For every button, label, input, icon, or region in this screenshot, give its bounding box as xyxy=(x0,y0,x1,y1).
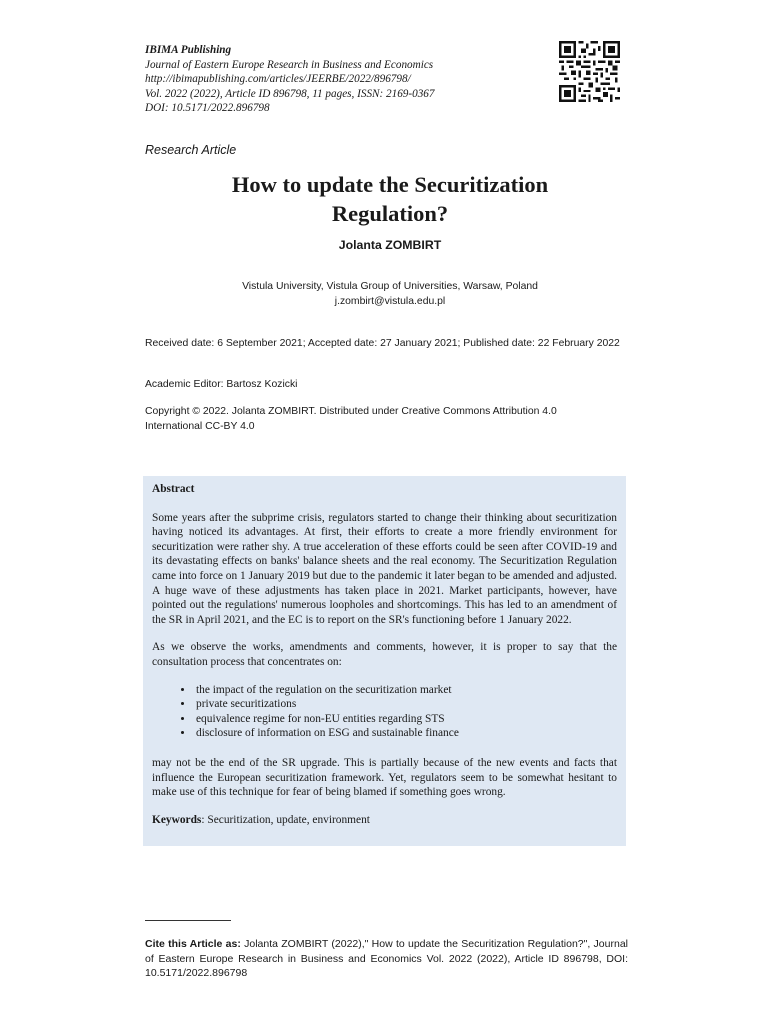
citation-label: Cite this Article as: xyxy=(145,938,241,950)
abstract-heading: Abstract xyxy=(152,483,195,495)
list-item: • private securitizations xyxy=(194,697,617,712)
paper-title xyxy=(145,170,635,228)
affiliation: Vistula University, Vistula Group of Universities, Warsaw, Poland xyxy=(242,281,538,292)
article-url[interactable]: http://ibimapublishing.com/articles/JEERBE/2022/896798/ xyxy=(145,73,411,86)
volume-info: Vol. 2022 (2022), Article ID 896798, 11 pages, ISSN: 2169-0367 xyxy=(145,87,435,100)
journal-header xyxy=(145,43,435,116)
author-email[interactable]: j.zombirt@vistula.edu.pl xyxy=(334,296,446,307)
abstract-paragraph-1: Some years after the subprime crisis, regulators started to change their thinking about securitization having noticed its advantages. At first, their efforts to create a more friendly environment for securitization were rather shy. A true acceleration of these efforts could be seen after COVID-19 and its devastating effects on banks' balance sheets and the real economy. The Securitization Regulation came into force on 1 January 2019 but due to the pandemic it later began to be amended and adjusted. A huge wave of these adjustments has taken place in 2021. Market participants, however, have pointed out the regulations' numerous loopholes and shortcomings. This has led to an amendment of the SR in April 2021, and the EC is to report on the SR's functioning before 1 January 2022. xyxy=(152,511,617,626)
abstract-paragraph-2: As we observe the works, amendments and comments, however, it is proper to say that the consultation process that concentrates on: xyxy=(152,641,617,668)
publisher-name: IBIMA Publishing xyxy=(145,44,232,56)
list-item: • the impact of the regulation on the securitization market xyxy=(194,683,617,698)
footnote-divider xyxy=(145,920,231,921)
article-type: Research Article xyxy=(145,143,237,157)
keywords xyxy=(152,813,617,828)
affiliation-block xyxy=(145,279,635,309)
abstract-box xyxy=(143,476,626,846)
journal-name: Journal of Eastern Europe Research in Business and Economics xyxy=(145,58,434,71)
list-item: • disclosure of information on ESG and sustainable finance xyxy=(194,726,617,741)
keywords-list: : Securitization, update, environment xyxy=(201,813,370,826)
list-item: • equivalence regime for non-EU entities regarding STS xyxy=(194,712,617,727)
copyright-notice: Copyright © 2022. Jolanta ZOMBIRT. Distributed under Creative Commons Attribution 4.0 International CC-BY 4.0 xyxy=(145,406,557,432)
title-line-2: Regulation? xyxy=(331,201,449,226)
author-name: Jolanta ZOMBIRT xyxy=(338,238,442,252)
qr-code-icon xyxy=(559,41,620,102)
publication-dates: Received date: 6 September 2021; Accepted date: 27 January 2021; Published date: 22 February 2022 xyxy=(145,338,620,349)
citation xyxy=(145,937,628,981)
academic-editor: Academic Editor: Bartosz Kozicki xyxy=(145,379,298,390)
abstract-bullet-list xyxy=(152,683,617,741)
abstract-paragraph-3: may not be the end of the SR upgrade. This is partially because of the new events and facts that influence the European securitization framework. Yet, regulators seem to be somewhat hesitant to make use of this technique for fear of being blamed if something goes wrong. xyxy=(152,756,617,799)
title-line-1: How to update the Securitization xyxy=(231,172,549,197)
keywords-label: Keywords xyxy=(152,813,202,826)
citation-text: Jolanta ZOMBIRT (2022)," How to update the Securitization Regulation?", Journal of Eastern Europe Research in Business and Economics Vol. 2022 (2022), Article ID 896798, DOI: 10.5171/2022.896798 xyxy=(145,938,628,980)
doi: DOI: 10.5171/2022.896798 xyxy=(145,102,270,115)
